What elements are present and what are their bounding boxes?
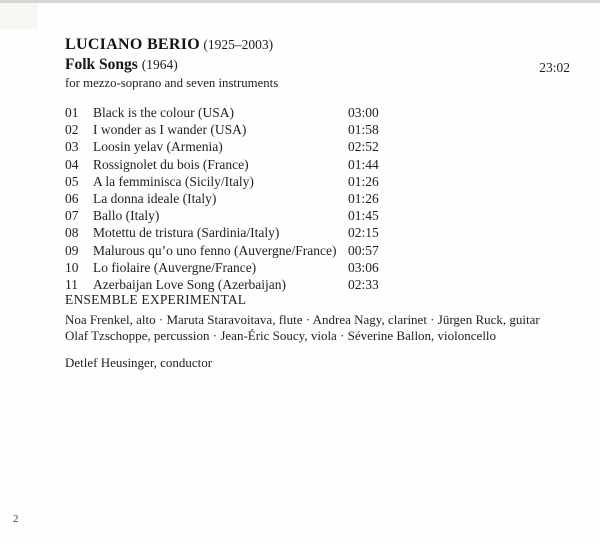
- track-duration: 01:26: [348, 191, 379, 207]
- track-row: [65, 173, 445, 190]
- work-title-group: [65, 55, 178, 74]
- track-number: 04: [65, 156, 79, 172]
- total-duration: 23:02: [539, 60, 570, 75]
- scan-corner-patch: [0, 3, 38, 29]
- track-title: Black is the colour (USA): [93, 105, 234, 120]
- work-year: (1964): [141, 57, 178, 72]
- track-title: Ballo (Italy): [93, 208, 160, 224]
- track-row: [65, 156, 445, 173]
- track-title: Loosin yelav (Armenia): [93, 139, 223, 155]
- conductor-line: Detlef Heusinger, conductor: [65, 355, 213, 370]
- track-title: A la femminisca (Sicily/Italy): [93, 173, 254, 189]
- composer-line: [65, 35, 570, 54]
- track-title: Azerbaijan Love Song (Azerbaijan): [93, 277, 287, 293]
- ensemble-name: ENSEMBLE EXPERIMENTAL: [65, 292, 247, 307]
- track-duration: 02:52: [348, 139, 379, 155]
- scan-edge-strip: [0, 0, 600, 3]
- header: [65, 35, 570, 91]
- track-duration: 00:57: [348, 242, 379, 258]
- track-duration: 03:06: [348, 259, 379, 275]
- performers-line-2: Olaf Tzschoppe, percussion · Jean-Éric Soucy, viola · Séverine Ballon, violoncello: [65, 327, 497, 343]
- track-row: [65, 259, 445, 276]
- track-row: [65, 207, 445, 224]
- performers: [65, 312, 582, 343]
- track-row: [65, 138, 445, 155]
- track-duration: 02:15: [348, 225, 379, 241]
- track-number: 02: [65, 122, 79, 138]
- track-number: 09: [65, 242, 79, 258]
- track-title: Malurous qu’o uno fenno (Auvergne/France): [93, 242, 337, 258]
- ensemble-section: [65, 291, 582, 343]
- track-number: 11: [65, 277, 78, 293]
- track-title: Lo fiolaire (Auvergne/France): [93, 259, 257, 275]
- track-title: I wonder as I wander (USA): [93, 122, 247, 138]
- track-number: 03: [65, 139, 79, 155]
- track-number: 08: [65, 225, 79, 241]
- performers-line-1: Noa Frenkel, alto · Maruta Staravoitava, flute · Andrea Nagy, clarinet · Jürgen Ruck, guitar: [65, 312, 540, 327]
- track-number: 07: [65, 208, 79, 224]
- track-number: 10: [65, 259, 79, 275]
- track-title: Motettu de tristura (Sardinia/Italy): [93, 225, 280, 241]
- page-number: 2: [13, 513, 19, 525]
- track-row: [65, 121, 445, 138]
- track-row: [65, 190, 445, 207]
- track-row: [65, 224, 445, 241]
- track-duration: 03:00: [348, 105, 379, 120]
- track-number: 05: [65, 173, 79, 189]
- track-duration: 01:26: [348, 173, 379, 189]
- track-list: [65, 104, 445, 293]
- title-line: [65, 55, 570, 74]
- track-title: La donna ideale (Italy): [93, 191, 217, 207]
- track-row: [65, 104, 445, 121]
- work-title: Folk Songs: [65, 56, 138, 73]
- track-number: 06: [65, 191, 79, 207]
- composer-name: LUCIANO BERIO: [65, 36, 201, 53]
- work-subtitle: for mezzo-soprano and seven instruments: [65, 76, 279, 90]
- composer-dates: (1925–2003): [203, 37, 274, 52]
- track-duration: 01:44: [348, 156, 379, 172]
- track-duration: 01:58: [348, 122, 379, 138]
- track-duration: 01:45: [348, 208, 379, 224]
- track-row: [65, 242, 445, 259]
- track-title: Rossignolet du bois (France): [93, 156, 249, 172]
- track-duration: 02:33: [348, 277, 379, 293]
- track-number: 01: [65, 105, 79, 120]
